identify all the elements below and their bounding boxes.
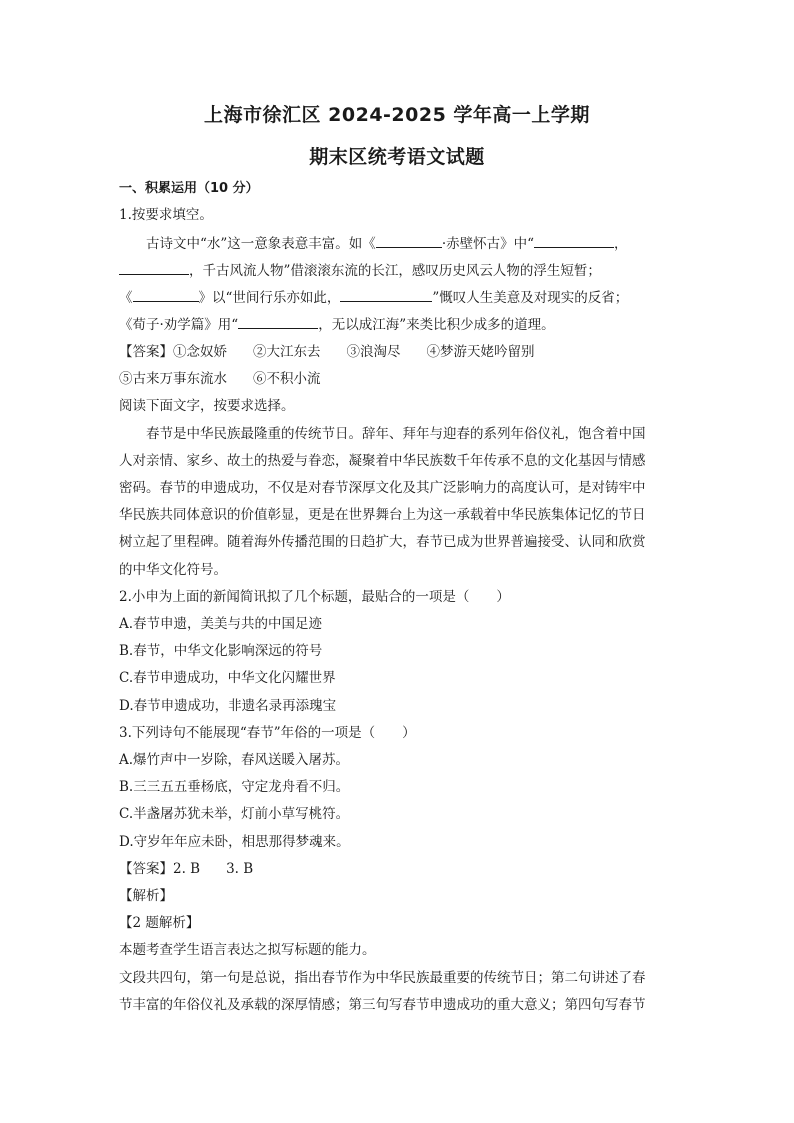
question-2-stem: 2.小申为上面的新闻简讯拟了几个标题，最贴合的一项是（ ） [119, 589, 510, 605]
q1-text: ，千古风流人物”借滚滚东流的长江，感叹历史风云人物的浮生短暂； [189, 263, 601, 279]
answer-item: ④梦游天姥吟留别 [426, 344, 535, 360]
analysis-text: 本题考查学生语言表达之拟写标题的能力。 [119, 942, 376, 958]
q1-fill-line-1 [146, 234, 706, 253]
q2-analysis-label: 【2 题解析】 [119, 915, 200, 931]
q1-text: ·赤壁怀古》中“ [441, 236, 535, 252]
q2-option-b[interactable]: B.春节，中华文化影响深远的符号 [119, 643, 323, 659]
answer-item: ⑤古来万事东流水 [119, 371, 227, 387]
answer-item: 2. B [173, 861, 201, 877]
q1-text: 》以“世间行乐亦如此， [198, 290, 341, 306]
answer-label: 【答案】 [119, 861, 173, 877]
q1-answer-line-2 [119, 370, 679, 388]
q1-fill-line-4 [119, 315, 679, 334]
q1-text: 《 [119, 290, 133, 306]
answer-item: ①念奴娇 [173, 344, 227, 360]
passage-line: 春节是中华民族最隆重的传统节日。辞年、拜年与迎春的系列年俗仪礼，饱含着中国 [146, 426, 646, 442]
analysis-text: 节丰富的年俗仪礼及承载的深厚情感；第三句写春节申遗成功的重大意义；第四句写春节 [119, 997, 646, 1013]
q1-fill-line-3 [119, 288, 679, 307]
question-1-prompt: 1.按要求填空。 [119, 207, 213, 223]
q2-option-a[interactable]: A.春节申遗，美美与共的中国足迹 [119, 616, 323, 632]
q1-text: ， [614, 236, 628, 252]
reading-instruction: 阅读下面文字，按要求选择。 [119, 398, 295, 414]
section-heading: 一、积累运用（10 分） [119, 181, 259, 196]
answer-label: 【答案】 [119, 344, 173, 360]
q3-option-c[interactable]: C.半盏屠苏犹未举，灯前小草写桃符。 [119, 806, 350, 822]
passage-line: 树立起了里程碑。随着海外传播范围的日趋扩大，春节已成为世界普遍接受、认同和欣赏 [119, 534, 646, 550]
q1-text: 古诗文中“水”这一意象表意丰富。如《 [146, 236, 376, 252]
answer-blank-6[interactable] [238, 315, 318, 329]
passage-line: 密码。春节的申遗成功，不仅是对春节深厚文化及其广泛影响力的高度认可，是对铸牢中 [119, 480, 646, 496]
question-3-stem: 3.下列诗句不能展现“春节”年俗的一项是（ ） [119, 725, 416, 741]
q1-fill-line-2 [119, 261, 679, 280]
q3-option-d[interactable]: D.守岁年年应未卧，相思那得梦魂来。 [119, 834, 350, 850]
q2-option-c[interactable]: C.春节申遗成功，中华文化闪耀世界 [119, 670, 336, 686]
analysis-text: 文段共四句，第一句是总说，指出春节作为中华民族最重要的传统节日；第二句讲述了春 [119, 970, 646, 986]
q1-text: ”慨叹人生美意及对现实的反省； [432, 290, 629, 306]
q1-text: ，无以成江海”来类比积少成多的道理。 [318, 317, 555, 333]
q3-option-b[interactable]: B.三三五五垂杨底，守定龙舟看不归。 [119, 779, 350, 795]
q1-text: 《荀子·劝学篇》用“ [119, 317, 239, 333]
answer-blank-4[interactable] [133, 288, 199, 302]
answer-blank-5[interactable] [340, 288, 432, 302]
q1-answer-line-1 [119, 343, 679, 361]
exam-title-line1: 上海市徐汇区 2024-2025 学年高一上学期 [204, 104, 590, 126]
exam-title-line2: 期末区统考语文试题 [309, 146, 485, 168]
answer-item: 3. B [226, 861, 254, 877]
q2-q3-answer [119, 860, 679, 878]
answer-item: ⑥不积小流 [253, 371, 321, 387]
answer-blank-2[interactable] [534, 234, 614, 248]
answer-item: ②大江东去 [253, 344, 321, 360]
passage-line: 的中华文化符号。 [119, 562, 227, 578]
analysis-label: 【解析】 [119, 888, 173, 904]
answer-item: ③浪淘尽 [346, 344, 401, 360]
passage-line: 人对亲情、家乡、故土的热爱与眷恋，凝聚着中华民族数千年传承不息的文化基因与情感 [119, 453, 646, 469]
q2-option-d[interactable]: D.春节申遗成功，非遗名录再添瑰宝 [119, 698, 337, 714]
q3-option-a[interactable]: A.爆竹声中一岁除，春风送暖入屠苏。 [119, 752, 350, 768]
passage-line: 华民族共同体意识的价值彰显，更是在世界舞台上为这一承载着中华民族集体记忆的节日 [119, 507, 646, 523]
answer-blank-1[interactable] [376, 234, 442, 248]
answer-blank-3[interactable] [119, 261, 189, 275]
